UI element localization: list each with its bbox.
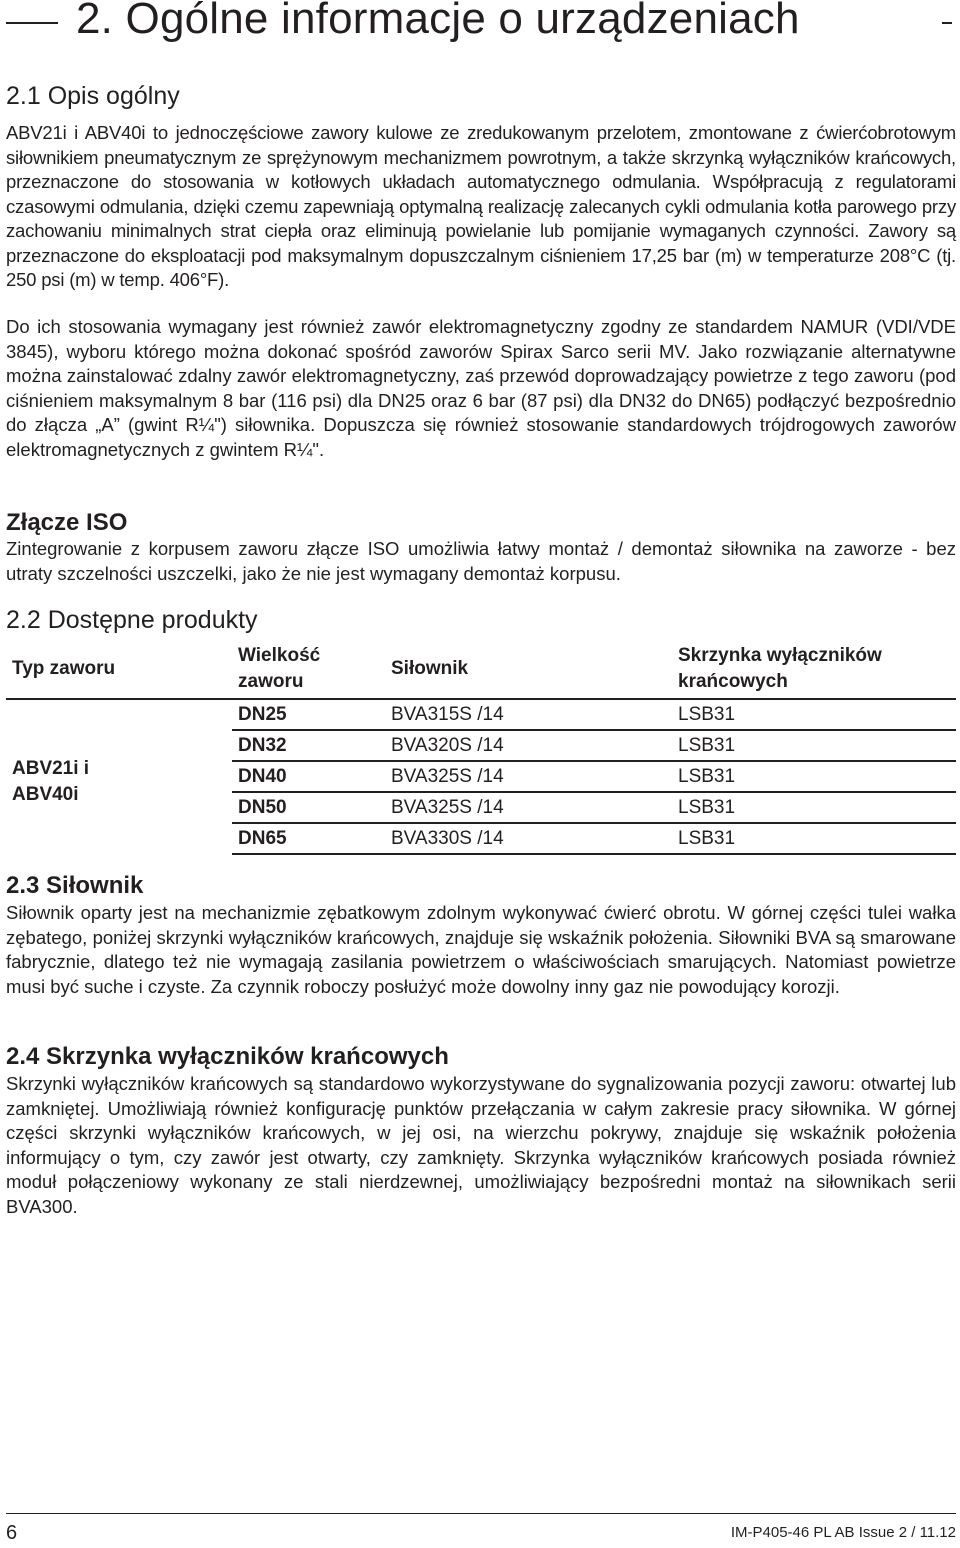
products-table <box>6 640 956 855</box>
header-limit-switch-box: Skrzynka wyłączników krańcowych <box>672 640 956 699</box>
size-cell: DN25 <box>232 699 385 730</box>
box-cell: LSB31 <box>672 792 956 823</box>
size-cell: DN50 <box>232 792 385 823</box>
section-2-4-heading: 2.4 Skrzynka wyłączników krańcowych <box>6 1043 449 1070</box>
iso-paragraph: Zintegrowanie z korpusem zaworu złącze ISO umożliwia łatwy montaż / demontaż siłownika na zaworze - bez utraty szczelności uszczelki, jako że nie jest wymagany demontaż korpusu. <box>6 538 956 584</box>
actuator-cell: BVA330S /14 <box>385 823 672 854</box>
iso-heading: Złącze ISO <box>6 509 128 536</box>
footer-rule <box>6 1513 956 1514</box>
box-cell: LSB31 <box>672 823 956 854</box>
section-2-4-paragraph: Skrzynki wyłączników krańcowych są standardowo wykorzystywane do sygnalizowania pozycji zaworu: otwartej lub zamkniętej. Umożliwiają również konfigurację punktów przełączania w całym zakresie pracy siłownika. W górnej części skrzynki wyłączników krańcowych, w jej osi, na wierzchu pokrywy, znajduje się wskaźnik położenia informujący o tym, czy zawór jest otwarty, czy zamknięty. Skrzynka wyłączników krańcowych posiada również moduł połączeniowy wykonany ze stali nierdzewnej, umożliwiający bezpośredni montaż na siłownikach serii BVA300. <box>6 1073 956 1217</box>
page-number: 6 <box>6 1522 18 1544</box>
section-2-3-heading: 2.3 Siłownik <box>6 872 144 899</box>
actuator-cell: BVA325S /14 <box>385 761 672 792</box>
size-cell: DN32 <box>232 730 385 761</box>
header-actuator: Siłownik <box>385 640 672 699</box>
size-cell: DN40 <box>232 761 385 792</box>
size-cell: DN65 <box>232 823 385 854</box>
products-table-header-row <box>6 640 956 699</box>
actuator-cell: BVA325S /14 <box>385 792 672 823</box>
section-2-3-paragraph: Siłownik oparty jest na mechanizmie zębatkowym zdolnym wykonywać ćwierć obrotu. W górnej części tulei wałka zębatego, poniżej skrzynki wyłączników krańcowych, znajduje się wskaźnik położenia. Siłowniki BVA są smarowane fabrycznie, dlatego też nie wymagają zasilania powietrzem o właściwościach smarujących. Natomiast powietrze musi być suche i czyste. Za czynnik roboczy posłużyć może dowolny inny gaz nie powodujący korozji. <box>6 902 956 997</box>
valve-type-cell: ABV21i i ABV40i <box>12 758 90 805</box>
document-reference: IM-P405-46 PL AB Issue 2 / 11.12 <box>730 1524 956 1541</box>
header-rule-right <box>942 22 952 24</box>
table-row <box>6 699 956 730</box>
section-2-2-heading: 2.2 Dostępne produkty <box>6 606 258 634</box>
box-cell: LSB31 <box>672 699 956 730</box>
section-2-1-paragraph-1: ABV21i i ABV40i to jednoczęściowe zawory kulowe ze zredukowanym przelotem, zmontowane z ćwierćobrotowym siłownikiem pneumatycznym ze sprężynowym mechanizmem powrotnym, a także skrzynką wyłączników krańcowych, przeznaczone do stosowania w kotłowych układach automatycznego odmulania. Współpracują z regulatorami czasowymi odmulania, dzięki czemu zapewniają optymalną realizację zalecanych cykli odmulania kotła parowego przy zachowaniu minimalnych strat ciepła oraz eliminują powielanie lub pomijanie wymaganych czynności. Zawory są przeznaczone do eksploatacji pod maksymalnym dopuszczalnym ciśnieniem 17,25 bar (m) w temperaturze 208°C (tj. 250 psi (m) w temp. 406°F). <box>6 122 956 290</box>
chapter-header <box>6 0 956 52</box>
section-2-1-heading: 2.1 Opis ogólny <box>6 82 180 110</box>
chapter-title: 2. Ogólne informacje o urządzeniach <box>76 0 800 43</box>
box-cell: LSB31 <box>672 730 956 761</box>
section-2-1-paragraph-2: Do ich stosowania wymagany jest również zawór elektromagnetyczny zgodny ze standardem NAMUR (VDI/VDE 3845), wyboru którego można dokonać spośród zaworów Spirax Sarco serii MV. Jako rozwiązanie alternatywne można zainstalować zdalny zawór elektromagnetyczny, zaś przewód doprowadzający powietrze z tego zaworu (pod ciśnieniem maksymalnym 8 bar (116 psi) dla DN25 oraz 6 bar (87 psi) dla DN32 do DN65) podłączyć bezpośrednio do złącza „A” (gwint R¼") siłownika. Dopuszcza się również stosowanie standardowych trójdrogowych zaworów elektromagnetycznych z gwintem R¼". <box>6 316 956 460</box>
header-valve-type: Typ zaworu <box>6 640 232 699</box>
actuator-cell: BVA320S /14 <box>385 730 672 761</box>
header-valve-size: Wielkość zaworu <box>232 640 385 699</box>
actuator-cell: BVA315S /14 <box>385 699 672 730</box>
header-rule-left <box>6 22 58 24</box>
box-cell: LSB31 <box>672 761 956 792</box>
